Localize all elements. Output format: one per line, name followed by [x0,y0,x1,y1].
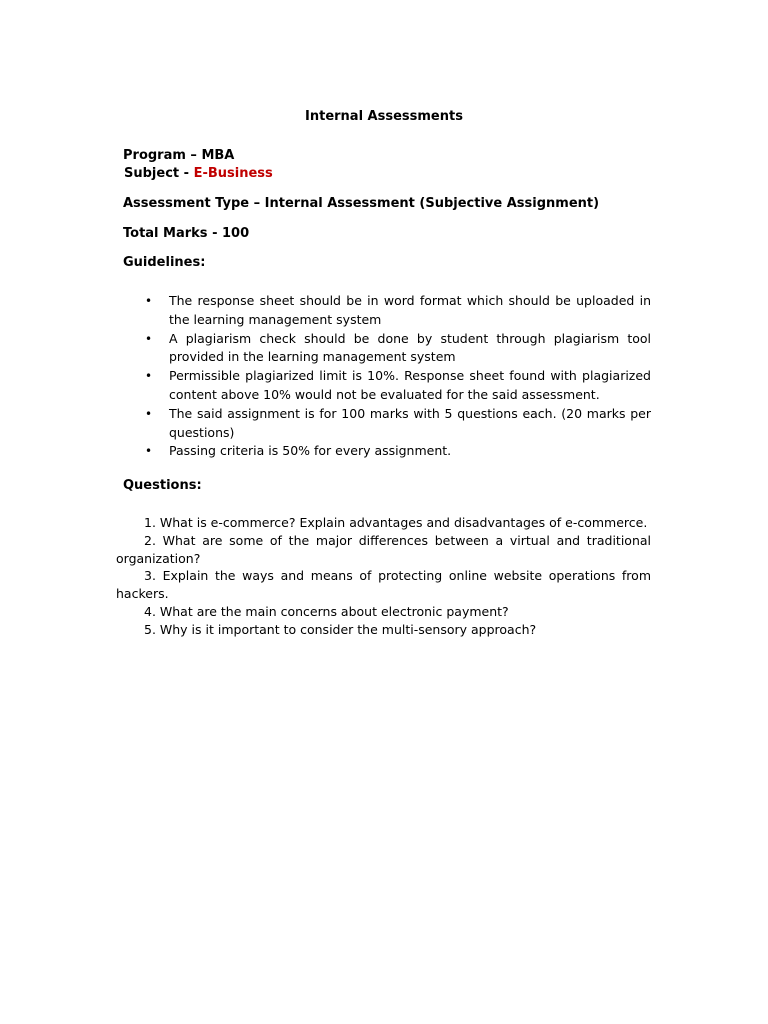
question-item: 5. Why is it important to consider the multi-sensory approach? [144,621,537,637]
bullet-icon: • [145,369,153,384]
question-item: 4. What are the main concerns about electronic payment? [144,603,509,619]
guidelines-list [145,292,651,461]
guidelines-heading: Guidelines: [123,255,206,270]
list-item [145,330,651,368]
bullet-icon: • [145,294,153,308]
question-item: 3. Explain the ways and means of protecting online website operations from hackers. [116,568,651,602]
subject-label: Subject - [124,166,194,181]
guideline-text: The response sheet should be in word format which should be uploaded in the learning management system [169,293,651,327]
list-item [145,367,651,405]
list-item [145,292,651,330]
list-item [145,405,651,443]
guideline-text: Passing criteria is 50% for every assignment. [169,443,452,459]
subject-value: E-Business [193,166,273,181]
question-item: 1. What is e-commerce? Explain advantages and disadvantages of e-commerce. [144,515,648,530]
bullet-icon: • [145,406,153,421]
question-item: 2. What are some of the major differences between a virtual and traditional organization? [116,532,651,566]
bullet-icon: • [145,331,153,346]
guideline-text: A plagiarism check should be done by student through plagiarism tool provided in the learning management system [169,330,651,365]
guideline-text: The said assignment is for 100 marks with 5 questions each. (20 marks per questions) [169,405,651,440]
document-title: Internal Assessments [305,109,463,124]
program-line: Program – MBA [123,148,235,163]
list-item [145,442,651,461]
bullet-icon: • [145,444,153,459]
subject-line [124,166,273,181]
assessment-type-line: Assessment Type – Internal Assessment (Subjective Assignment) [123,196,600,211]
questions-heading: Questions: [123,478,202,493]
questions-list [116,514,651,639]
guideline-text: Permissible plagiarized limit is 10%. Response sheet found with plagiarized content above 10% would not be evaluated for the said assessment. [169,368,651,402]
total-marks-line: Total Marks - 100 [123,226,250,241]
